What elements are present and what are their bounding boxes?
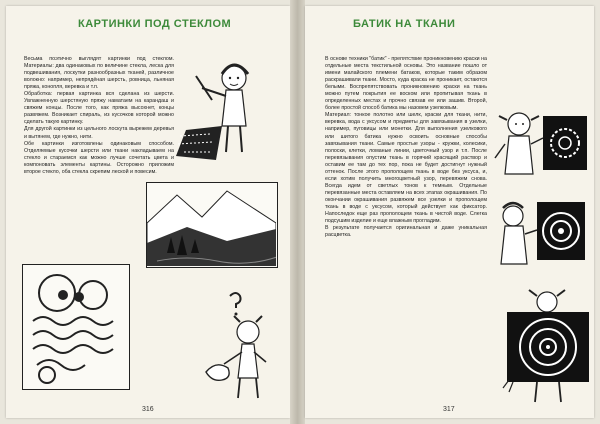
paragraph: В результате получается оригинальная и даже уникальная расцветка.	[325, 225, 487, 239]
mountain-landscape-illustration	[147, 183, 276, 266]
book-gutter	[290, 0, 305, 424]
girl-with-question-illustration	[196, 292, 286, 402]
yarn-spiral-illustration	[23, 265, 128, 388]
left-page-text	[24, 56, 174, 176]
right-page-text	[325, 56, 487, 239]
right-page-title: БАТИК НА ТКАНИ	[353, 18, 456, 30]
paragraph: Для другой картинки из цельного лоскута вырежем деревья и вытянем, где нужно, нити.	[24, 126, 174, 140]
paragraph: Обработка: первая картинка вся сделана из шерсти. Увлажненную шерстяную пряжу наматаем на карандаш и свяжем концы. После того, как пряжа высохнет, концы развяжем. Возникает спираль, из кусочков которой можно сделать такую картинку.	[24, 91, 174, 126]
yarn-spiral-picture	[22, 264, 130, 390]
right-page-number: 317	[443, 406, 455, 413]
paragraph: Материал: тонкое полотно или шелк, краски для ткани, нити, веревка, вода с уксусом и предметы для завязывания в узелки, например, пуговицы или монетки. Для выполнения узелкового или шитого батика нужно освоить основные способы завязывания ткани. Самые простые узоры - кружки, колесики, полоски, клетки, ломаные линии, цветочный узор и т.п. После перевязывания опустим ткань в горячий красящий раствор и оставим ее там до тех пор, пока не будет достигнут нужный оттенок. После этого прополощем ткань в воде без уксуса, и, если хотим получить многоцветный узор, перевяжем снова. Всегда идем от светлых тонов к темным. Отдельные перевязанные места оставляем на всех этапах окрашивания. По окончании окрашивания развяжем все узелки и прополощем ткань в воде с уксусом, который действует как фиксатор. Напоследок еще раз прополощем ткань в чистой воде. Слегка подсушим изделие и еще влажным прогладим.	[325, 112, 487, 225]
girl-with-yarn-illustration	[166, 56, 286, 176]
left-page-title: КАРТИНКИ ПОД СТЕКЛОМ	[78, 18, 232, 30]
right-page	[305, 6, 594, 418]
paragraph: Обе картинки изготовлены одинаковым способом. Отделяемые кусочки шерсти или ткани накладываем на стекло и стараемся как можно лучше сочетать цвета и компоновать элементы картины. Осторожно приложим второе стекло, оба стекла скрепим леской и повесим.	[24, 140, 174, 175]
girl-with-batik-cloth-3-illustration	[501, 288, 593, 406]
girl-with-batik-cloth-2-illustration	[491, 194, 591, 274]
mountain-picture	[146, 182, 278, 268]
left-page	[6, 6, 290, 418]
left-page-number: 316	[142, 406, 154, 413]
paragraph: Весьма поэтично выглядят картинки под стеклом. Материалы: два одинаковых по величине стекла, леска для подвешивания, лоскутки разнообразных тканей, различное волокно: например, непрядёная шерсть, ровница, льняная пряжа, конопля, веревка и т.п.	[24, 56, 174, 91]
paragraph: В основе техники "батик" - препятствие проникновению краски на отдельные места текстильной основы. Это название пошло от имени малайского племени батаков, которые таким образом раскрашивали ткани. Мосто, куда краска не проникает, остаются белыми. Воспрепятствовать проникновению краски на ткань можно путем покрытия ее воском или пропитывая ткань в определенных местах и прочно связав ее или зашив. Второй, более простой способ батика мы назовем узелковым.	[325, 56, 487, 112]
girl-with-batik-cloth-1-illustration	[493, 104, 593, 184]
